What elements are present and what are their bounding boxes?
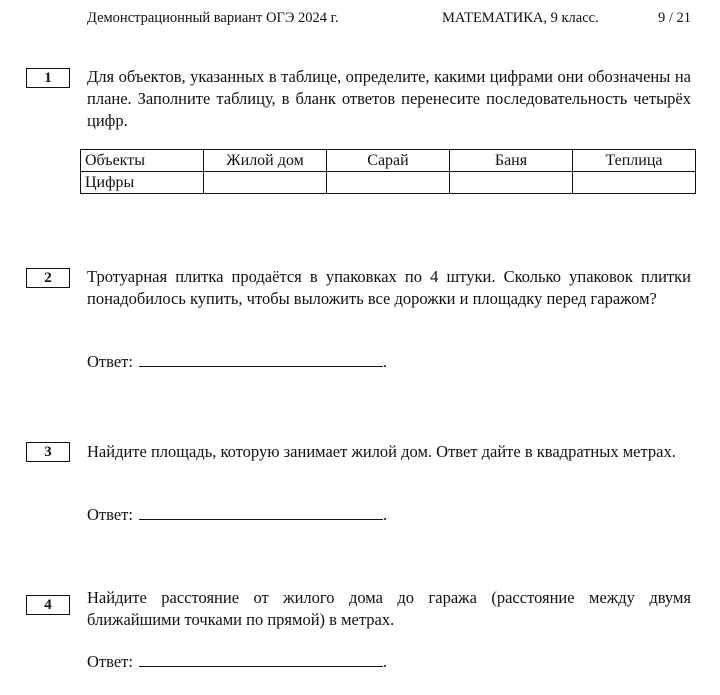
answer-row (87, 651, 387, 673)
digit-cell[interactable] (573, 172, 696, 194)
answer-end: . (382, 652, 388, 671)
answer-label: Ответ: (87, 652, 133, 671)
answer-field[interactable] (139, 651, 383, 667)
table-row (81, 150, 696, 172)
digit-cell[interactable] (204, 172, 327, 194)
column-header: Баня (450, 150, 573, 172)
answer-label: Ответ: (87, 505, 133, 524)
task-text: Для объектов, указанных в таблице, определите, какими цифрами они обозначены на плане. Заполните таблицу, в бланк ответов перенесите последовательность четырёх цифр. (87, 67, 691, 130)
task-number-box: 4 (26, 595, 70, 615)
answer-end: . (382, 352, 388, 371)
page-header (87, 10, 691, 30)
task-number-box: 1 (26, 68, 70, 88)
task-text: Найдите расстояние от жилого дома до гаража (расстояние между двумя ближайшими точками по прямой) в метрах. (87, 588, 691, 629)
page-number: 9 / 21 (657, 10, 691, 26)
answer-label: Ответ: (87, 352, 133, 371)
answer-field[interactable] (139, 504, 383, 520)
digit-cell[interactable] (327, 172, 450, 194)
task-text: Найдите площадь, которую занимает жилой дом. Ответ дайте в квадратных метрах. (87, 442, 676, 461)
answer-row (87, 504, 387, 526)
task-number-box: 3 (26, 442, 70, 462)
answer-field[interactable] (139, 351, 383, 367)
answer-end: . (382, 505, 388, 524)
table-row (81, 172, 696, 194)
column-header: Жилой дом (204, 150, 327, 172)
row-header-objects: Объекты (81, 150, 204, 172)
digit-cell[interactable] (450, 172, 573, 194)
objects-table (80, 149, 696, 194)
column-header: Сарай (327, 150, 450, 172)
row-header-digits: Цифры (81, 172, 204, 194)
task-number-box: 2 (26, 268, 70, 288)
column-header: Теплица (573, 150, 696, 172)
task-text: Тротуарная плитка продаётся в упаковках по 4 штуки. Сколько упаковок плитки понадобилось купить, чтобы выложить все дорожки и площадку перед гаражом? (87, 267, 691, 308)
answer-row (87, 351, 387, 373)
subject-title: МАТЕМАТИКА, 9 класс. (442, 10, 599, 26)
exam-title: Демонстрационный вариант ОГЭ 2024 г. (87, 10, 339, 26)
